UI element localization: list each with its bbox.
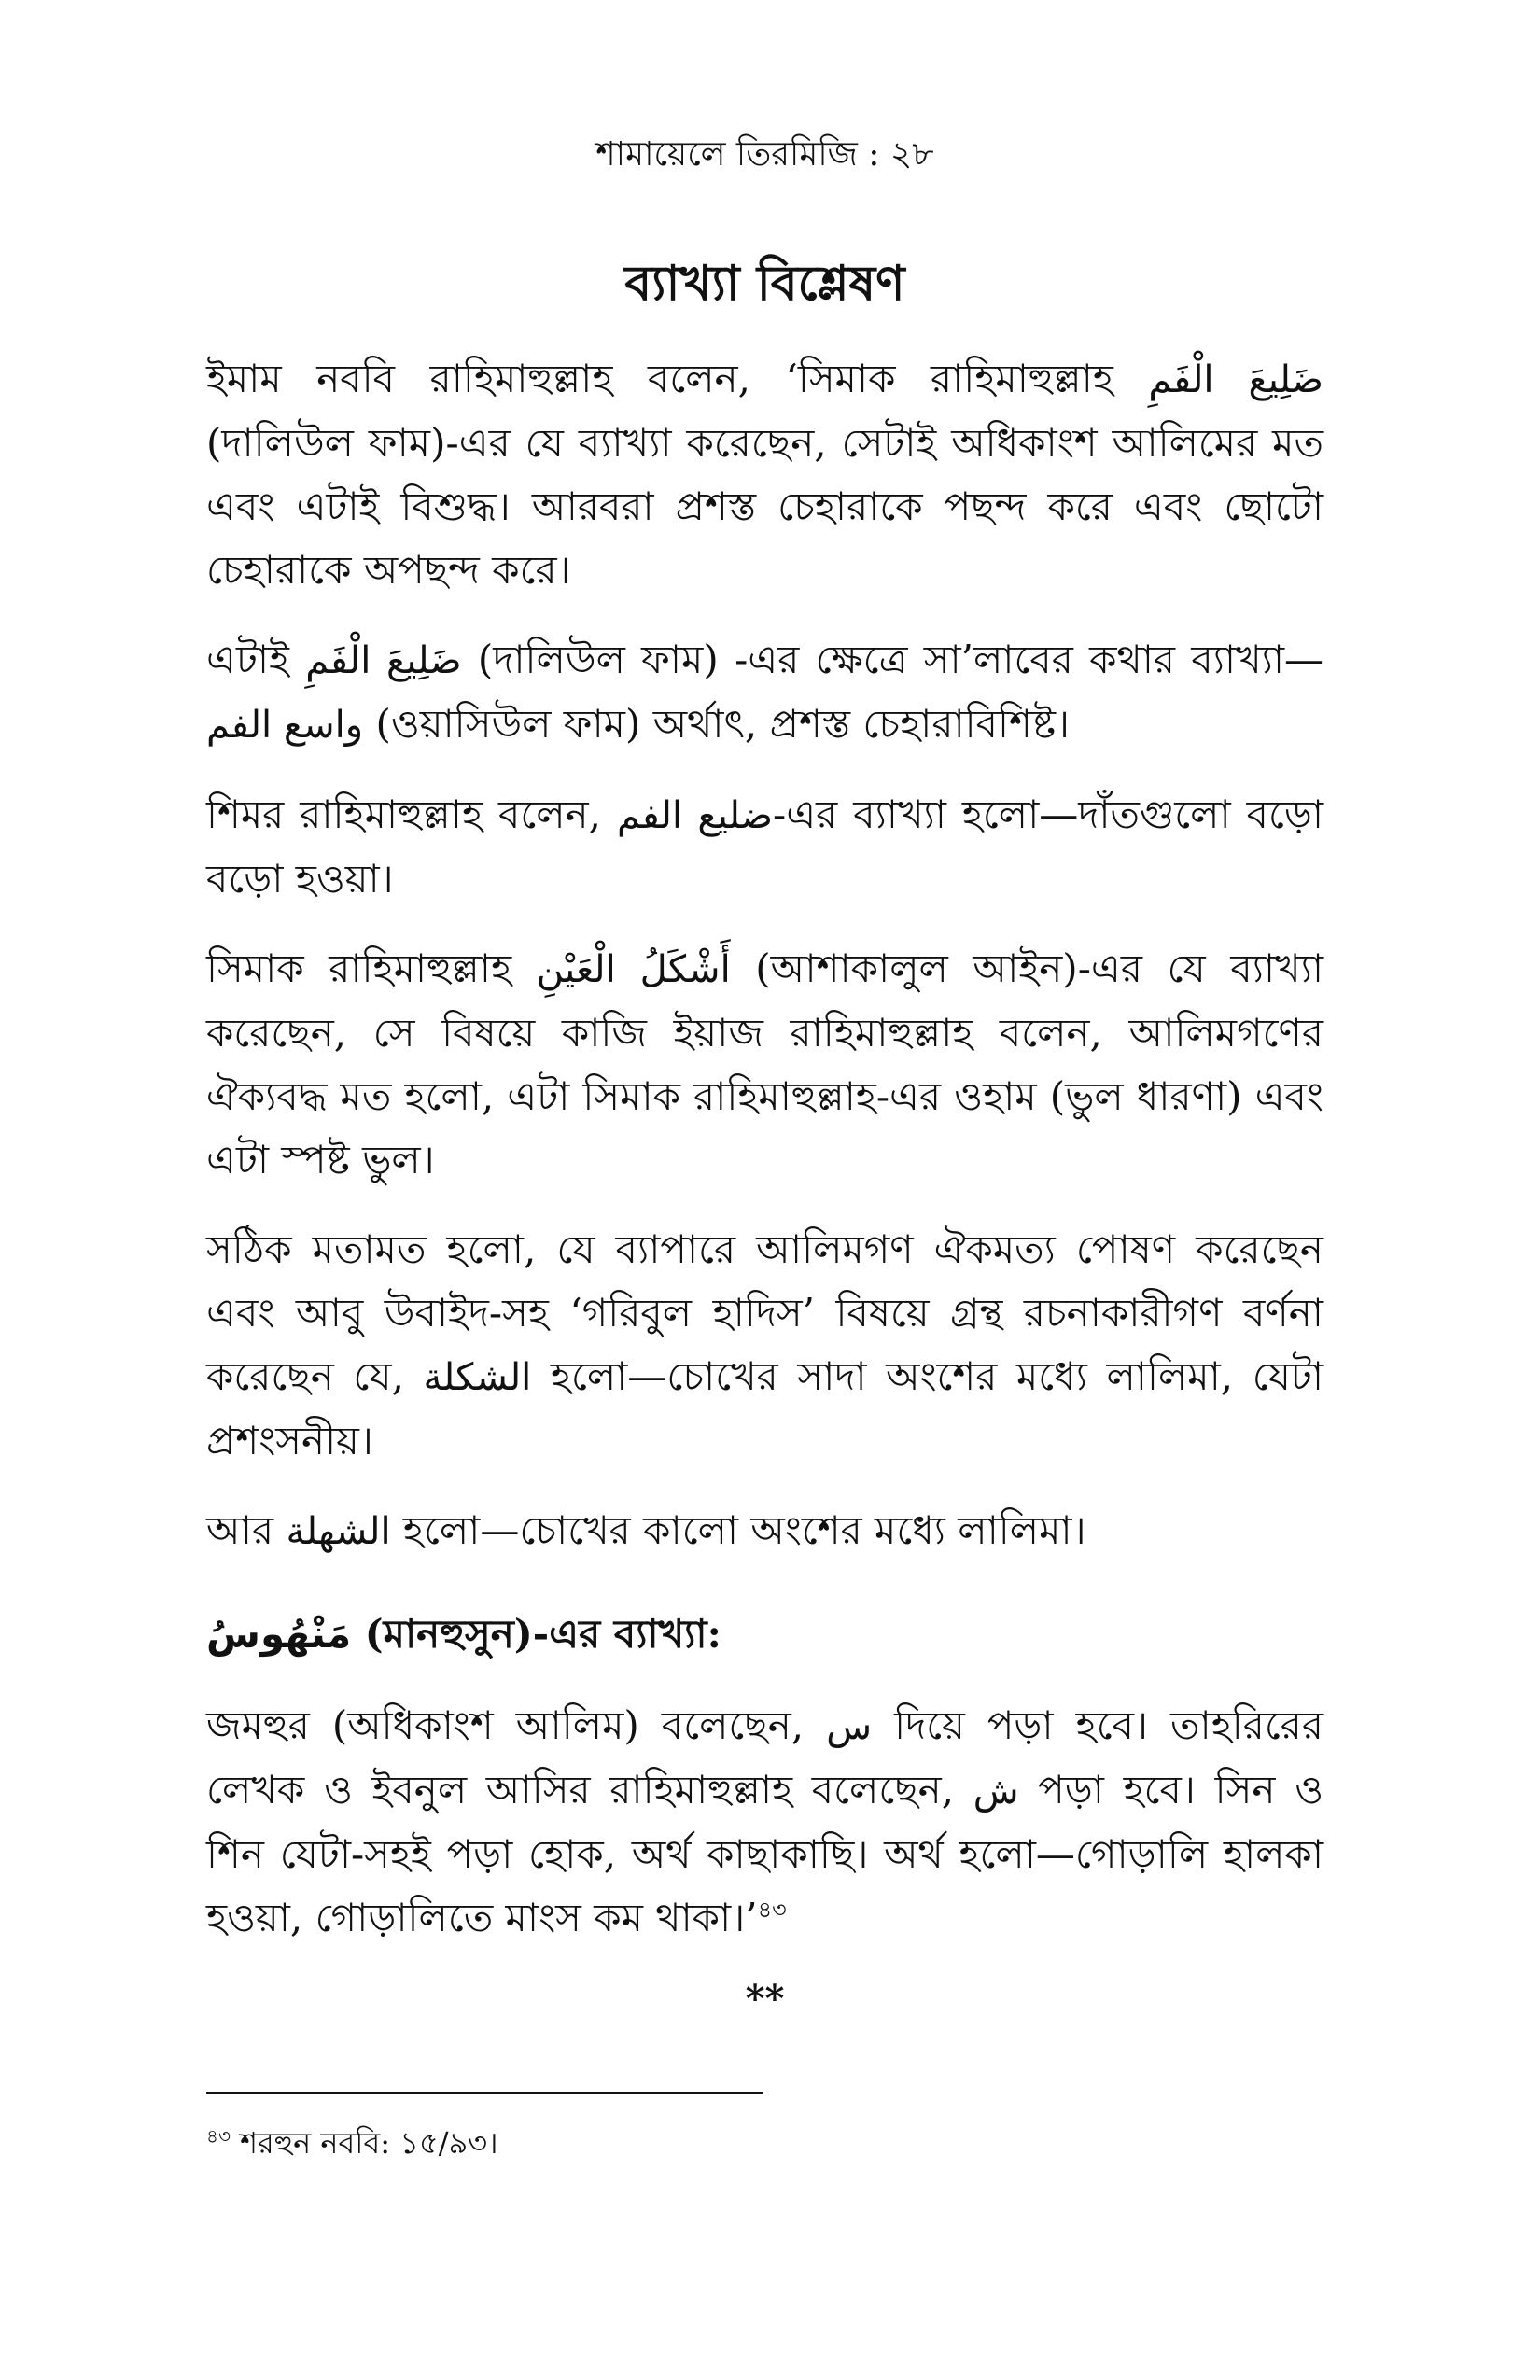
running-head: শামায়েলে তিরমিজি : ২৮	[595, 135, 934, 174]
footnote-reference: ৪৩	[757, 1897, 787, 1923]
paragraph-text: পড়া হবে। সিন ও শিন যেটা-সহই পড়া হোক, অর্থ কাছাকাছি। অর্থ হলো—গোড়ালি হালকা হওয়া, গোড়ালিতে মাংস কম থাকা।’	[206, 1767, 1323, 1940]
arabic-letter: س	[826, 1705, 873, 1748]
paragraph-3	[206, 783, 1323, 911]
subheading-text: (মানহুসুন)-এর ব্যাখ্যা:	[351, 1611, 722, 1657]
paragraph-text: আর	[206, 1507, 287, 1553]
paragraph-text: দিয়ে পড়া হবে। তাহরিরের লেখক ও ইবনুল আসির রাহিমাহুল্লাহ বলেছেন,	[206, 1702, 1323, 1813]
section-separator: **	[745, 1977, 785, 2021]
arabic-term: ضَلِيعَ الْفَمِ	[305, 639, 462, 682]
arabic-term: مَنْهُوسُ	[206, 1611, 352, 1657]
paragraph-text: এটাই	[206, 637, 306, 682]
arabic-term: ضَلِيعَ الْفَمِ	[1148, 358, 1324, 401]
paragraph-text: সিমাক রাহিমাহুল্লাহ	[206, 945, 537, 991]
paragraph-4	[206, 937, 1323, 1192]
footnote	[206, 2122, 1323, 2163]
paragraph-2	[206, 628, 1323, 757]
arabic-letter: ش	[973, 1770, 1019, 1813]
paragraph-text: জমহুর (অধিকাংশ আলিম) বলেছেন,	[206, 1702, 827, 1748]
arabic-term: واسع الفم	[206, 704, 364, 747]
paragraph-text: ইমাম নববি রাহিমাহুল্লাহ বলেন, ‘সিমাক রাহিমাহুল্লাহ	[206, 356, 1149, 401]
footnote-divider	[206, 2092, 763, 2094]
paragraph-5	[206, 1218, 1323, 1473]
arabic-term: أَشْكَلُ الْعَيْنِ	[536, 948, 731, 991]
paragraph-6	[206, 1499, 1323, 1563]
paragraph-text: সঠিক মতামত হলো, যে ব্যাপারে আলিমগণ ঐকমত্য পোষণ করেছেন এবং আবু উবাইদ-সহ ‘গরিবুল হাদিস’ বিষয়ে গ্রন্থ রচনাকারীগণ বর্ণনা করেছেন যে,	[206, 1226, 1323, 1399]
paragraph-text: (দালিউল ফাম)-এর যে ব্যাখ্যা করেছেন, সেটাই অধিকাংশ আলিমের মত এবং এটাই বিশুদ্ধ। আরবরা প্রশস্ত চেহারাকে পছন্দ করে এবং ছোটো চেহারাকে অপছন্দ করে।	[206, 420, 1323, 593]
paragraph-text: (ওয়াসিউল ফাম) অর্থাৎ, প্রশস্ত চেহারাবিশিষ্ট।	[363, 701, 1071, 747]
body-text	[206, 347, 1323, 2023]
section-title: ব্যাখ্যা বিশ্লেষণ	[624, 255, 905, 312]
footnote-mark: ৪৩	[206, 2124, 231, 2148]
footnote-text: শরহুন নববি: ১৫/৯৩।	[230, 2125, 498, 2161]
paragraph-text: শিমর রাহিমাহুল্লাহ বলেন,	[206, 791, 617, 837]
arabic-term: الشكلة	[423, 1356, 532, 1399]
footnotes	[206, 2092, 1323, 2163]
arabic-term: ضليع الفم	[616, 794, 774, 837]
paragraph-text: হলো—চোখের কালো অংশের মধ্যে লালিমা।	[390, 1507, 1086, 1553]
paragraph-text: -এর ব্যাখ্যা হলো—দাঁতগুলো বড়ো বড়ো হওয়া।	[206, 791, 1324, 902]
paragraph-text: হলো—চোখের সাদা অংশের মধ্যে লালিমা, যেটা প্রশংসনীয়।	[206, 1353, 1323, 1463]
arabic-term: الشهلة	[286, 1510, 391, 1553]
paragraph-1	[206, 347, 1323, 602]
paragraph-7	[206, 1694, 1323, 1950]
subheading	[206, 1603, 1323, 1666]
paragraph-text: (দালিউল ফাম) -এর ক্ষেত্রে সা’লাবের কথার ব্যাখ্যা—	[461, 637, 1324, 682]
paragraph-text: (আশাকালুল আইন)-এর যে ব্যাখ্যা করেছেন, সে বিষয়ে কাজি ইয়াজ রাহিমাহুল্লাহ বলেন, আলিমগণের ঐক্যবদ্ধ মত হলো, এটা সিমাক রাহিমাহুল্লাহ-এর ওহাম (ভুল ধারণা) এবং এটা স্পষ্ট ভুল।	[206, 945, 1323, 1183]
